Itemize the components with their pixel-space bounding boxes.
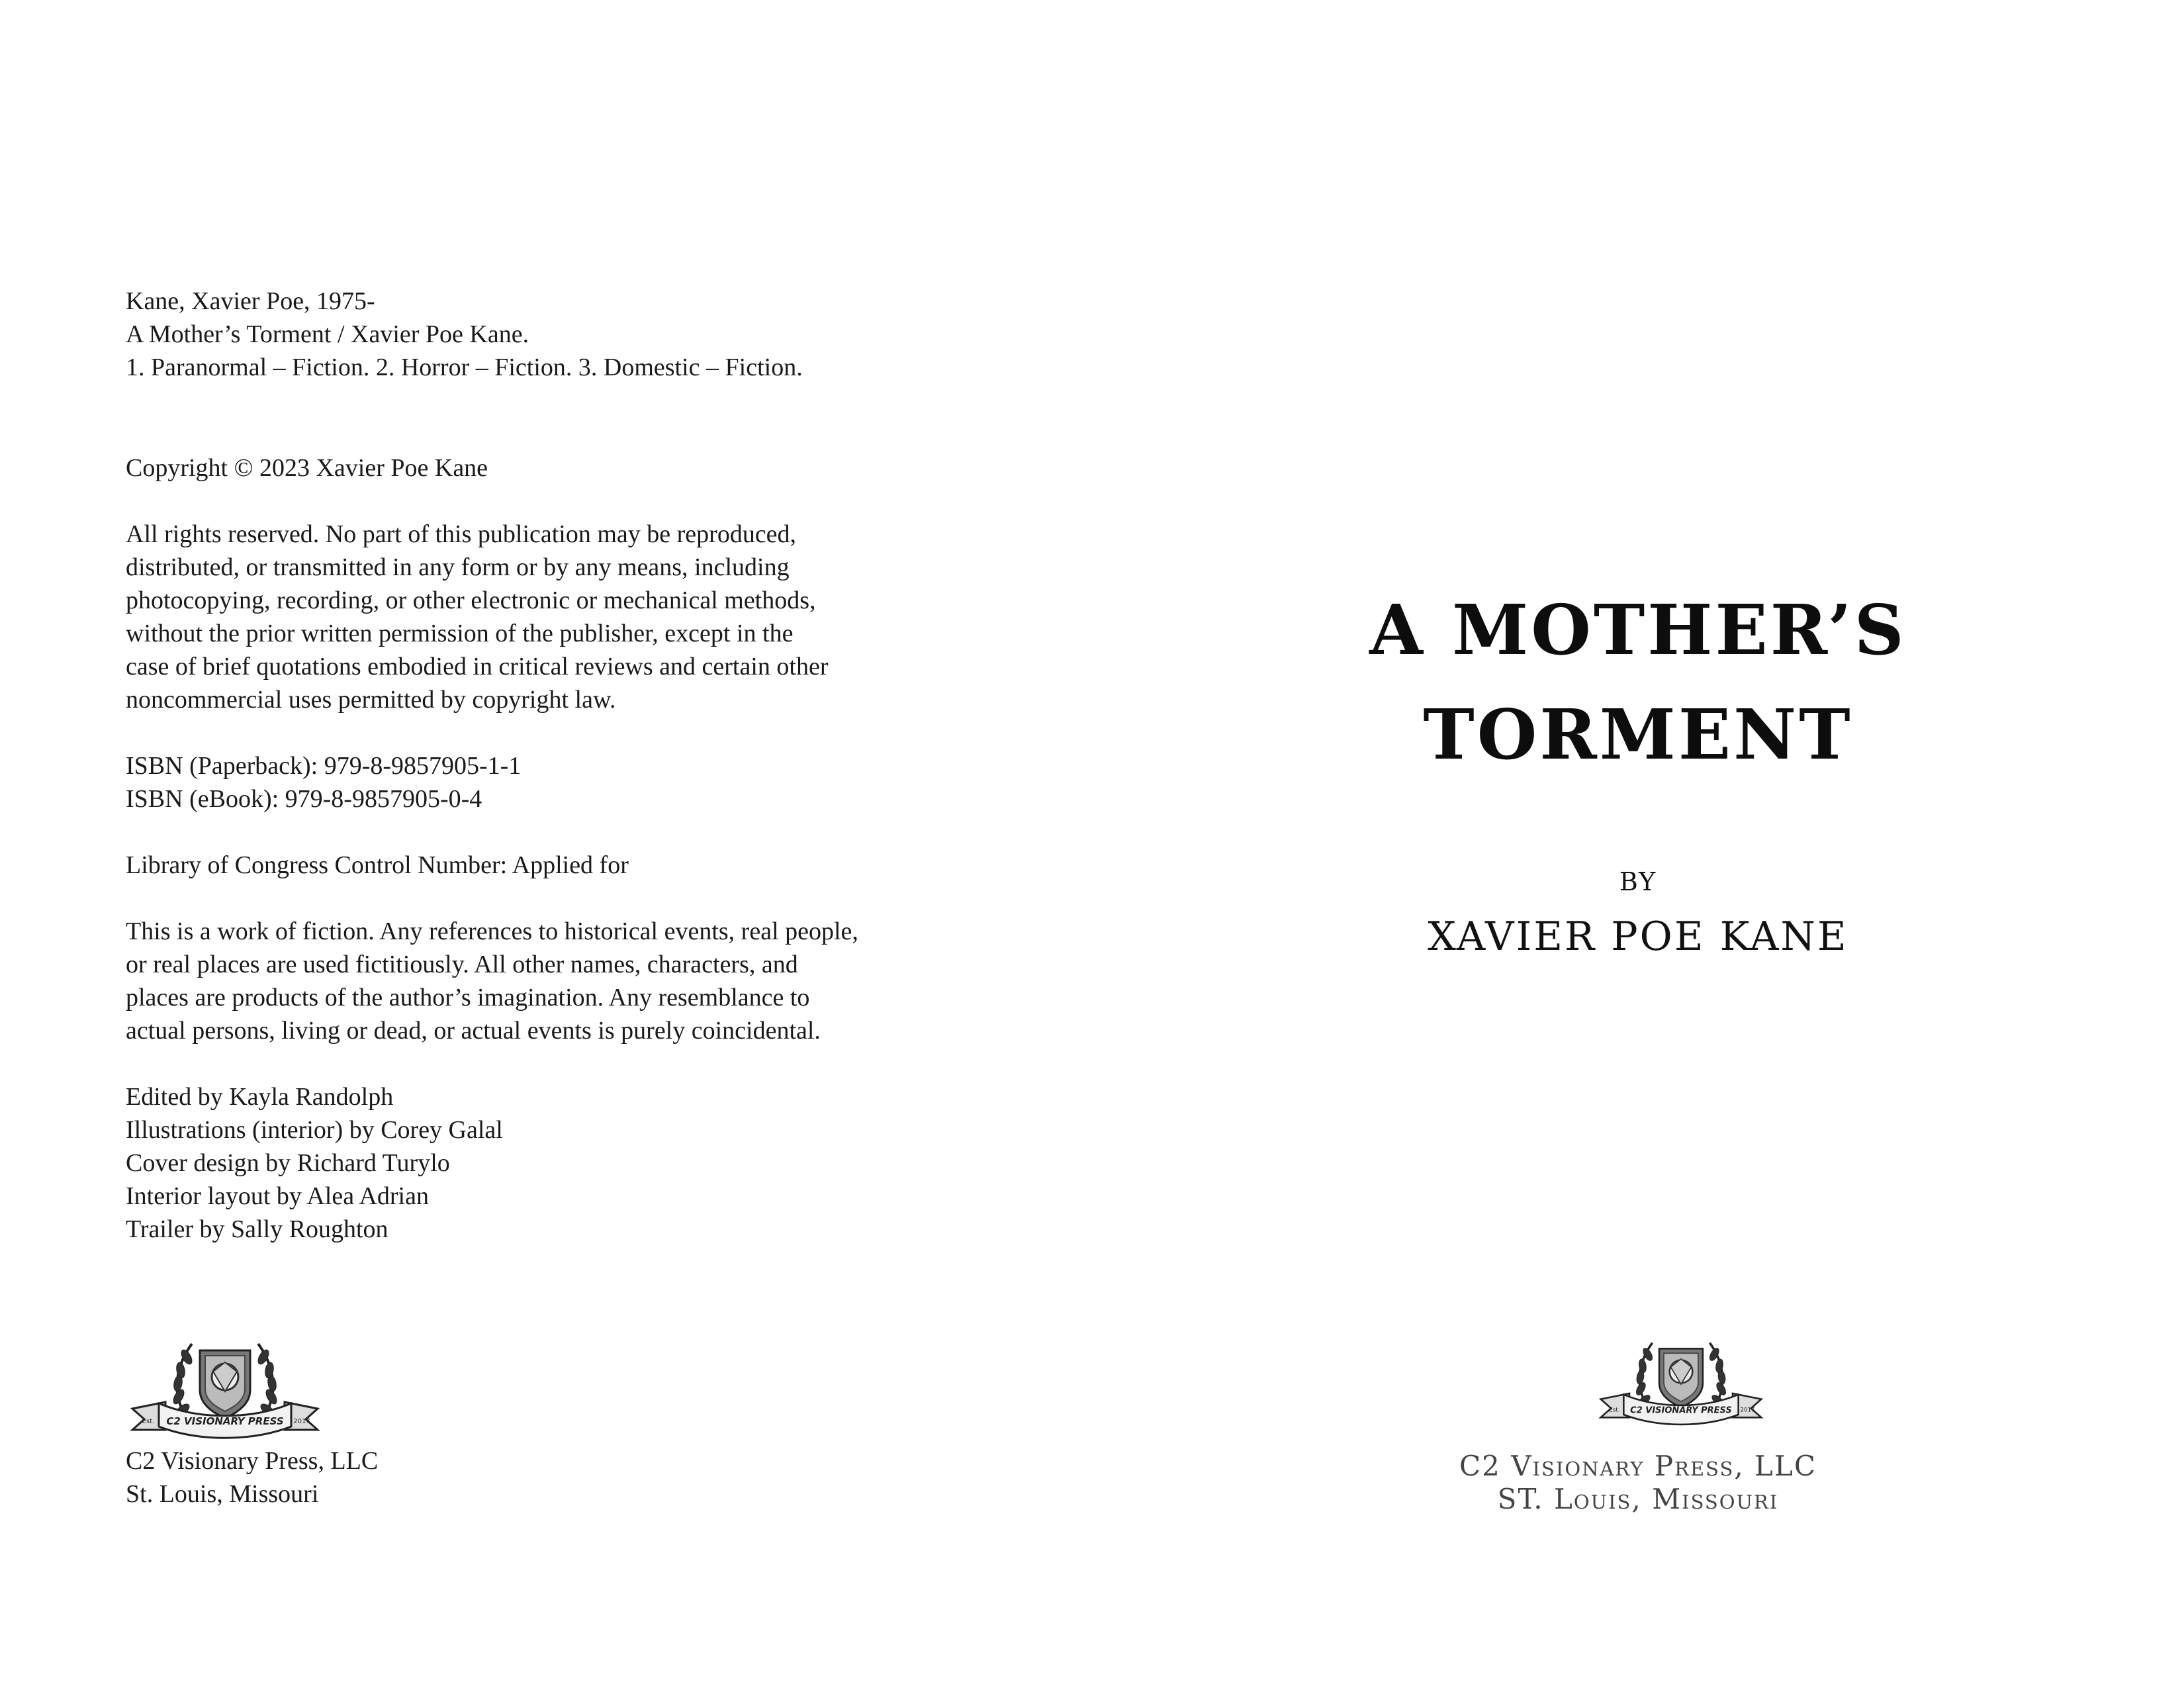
- disclaimer-line: actual persons, living or dead, or actual events is purely coincidental.: [126, 1017, 821, 1045]
- publisher-name: C2 Visionary Press, LLC: [1459, 1450, 1817, 1482]
- svg-text:2017: 2017: [293, 1418, 310, 1425]
- publisher-location: St. Louis, Missouri: [126, 1480, 319, 1508]
- credit-line: Trailer by Sally Roughton: [126, 1215, 388, 1243]
- svg-text:C2 VISIONARY PRESS: C2 VISIONARY PRESS: [166, 1415, 284, 1427]
- publisher-info: [1092, 1450, 2184, 1516]
- rights-line: distributed, or transmitted in any form or by any means, including: [126, 553, 790, 581]
- title-page: [1092, 0, 2184, 1688]
- lccn-info: [126, 849, 917, 882]
- credit-line: Illustrations (interior) by Corey Galal: [126, 1116, 503, 1144]
- book-title: [1092, 589, 2184, 671]
- svg-text:Est.: Est.: [1609, 1407, 1620, 1414]
- publisher-crest-icon: [126, 1331, 324, 1443]
- copyright-text: Copyright © 2023 Xavier Poe Kane: [126, 454, 488, 482]
- publisher-info: [126, 1444, 917, 1511]
- title-line: A MOTHER’S: [1369, 589, 1907, 671]
- svg-text:C2 VISIONARY PRESS: C2 VISIONARY PRESS: [1630, 1405, 1732, 1416]
- rights-line: noncommercial uses permitted by copyright law.: [126, 686, 616, 714]
- isbn-paperback: ISBN (Paperback): 979-8-9857905-1-1: [126, 752, 522, 780]
- cataloging-line: A Mother’s Torment / Xavier Poe Kane.: [126, 320, 529, 348]
- cataloging-info: [126, 285, 917, 384]
- credit-line: Cover design by Richard Turylo: [126, 1149, 450, 1177]
- svg-text:Est.: Est.: [142, 1418, 155, 1425]
- book-title: [1092, 694, 2184, 775]
- title-line: TORMENT: [1423, 694, 1853, 775]
- rights-line: without the prior written permission of the publisher, except in the: [126, 620, 794, 647]
- rights-line: case of brief quotations embodied in critical reviews and certain other: [126, 653, 829, 680]
- credit-line: Interior layout by Alea Adrian: [126, 1182, 429, 1210]
- isbn-info: [126, 749, 917, 816]
- svg-text:2017: 2017: [1740, 1407, 1755, 1414]
- isbn-ebook: ISBN (eBook): 979-8-9857905-0-4: [126, 785, 482, 813]
- credits-list: [126, 1080, 917, 1246]
- copyright-notice: [126, 451, 917, 485]
- disclaimer-line: or real places are used fictitiously. All other names, characters, and: [126, 951, 798, 978]
- credit-line: Edited by Kayla Randolph: [126, 1083, 394, 1111]
- rights-line: All rights reserved. No part of this publication may be reproduced,: [126, 520, 797, 548]
- cataloging-line: Kane, Xavier Poe, 1975-: [126, 287, 375, 315]
- rights-paragraph: [126, 518, 917, 716]
- rights-line: photocopying, recording, or other electronic or mechanical methods,: [126, 586, 816, 614]
- by-label: BY: [1619, 867, 1657, 896]
- cataloging-line: 1. Paranormal – Fiction. 2. Horror – Fiction. 3. Domestic – Fiction.: [126, 353, 803, 381]
- disclaimer-line: places are products of the author’s imagination. Any resemblance to: [126, 984, 810, 1011]
- lccn-text: Library of Congress Control Number: Applied for: [126, 851, 629, 879]
- publisher-location: ST. Louis, Missouri: [1497, 1483, 1779, 1515]
- author-name: XAVIER POE KANE: [1428, 914, 1848, 960]
- disclaimer-line: This is a work of fiction. Any references to historical events, real people,: [126, 917, 858, 945]
- publisher-crest-icon: [1595, 1331, 1767, 1430]
- publisher-name: C2 Visionary Press, LLC: [126, 1447, 379, 1475]
- fiction-disclaimer: [126, 915, 917, 1047]
